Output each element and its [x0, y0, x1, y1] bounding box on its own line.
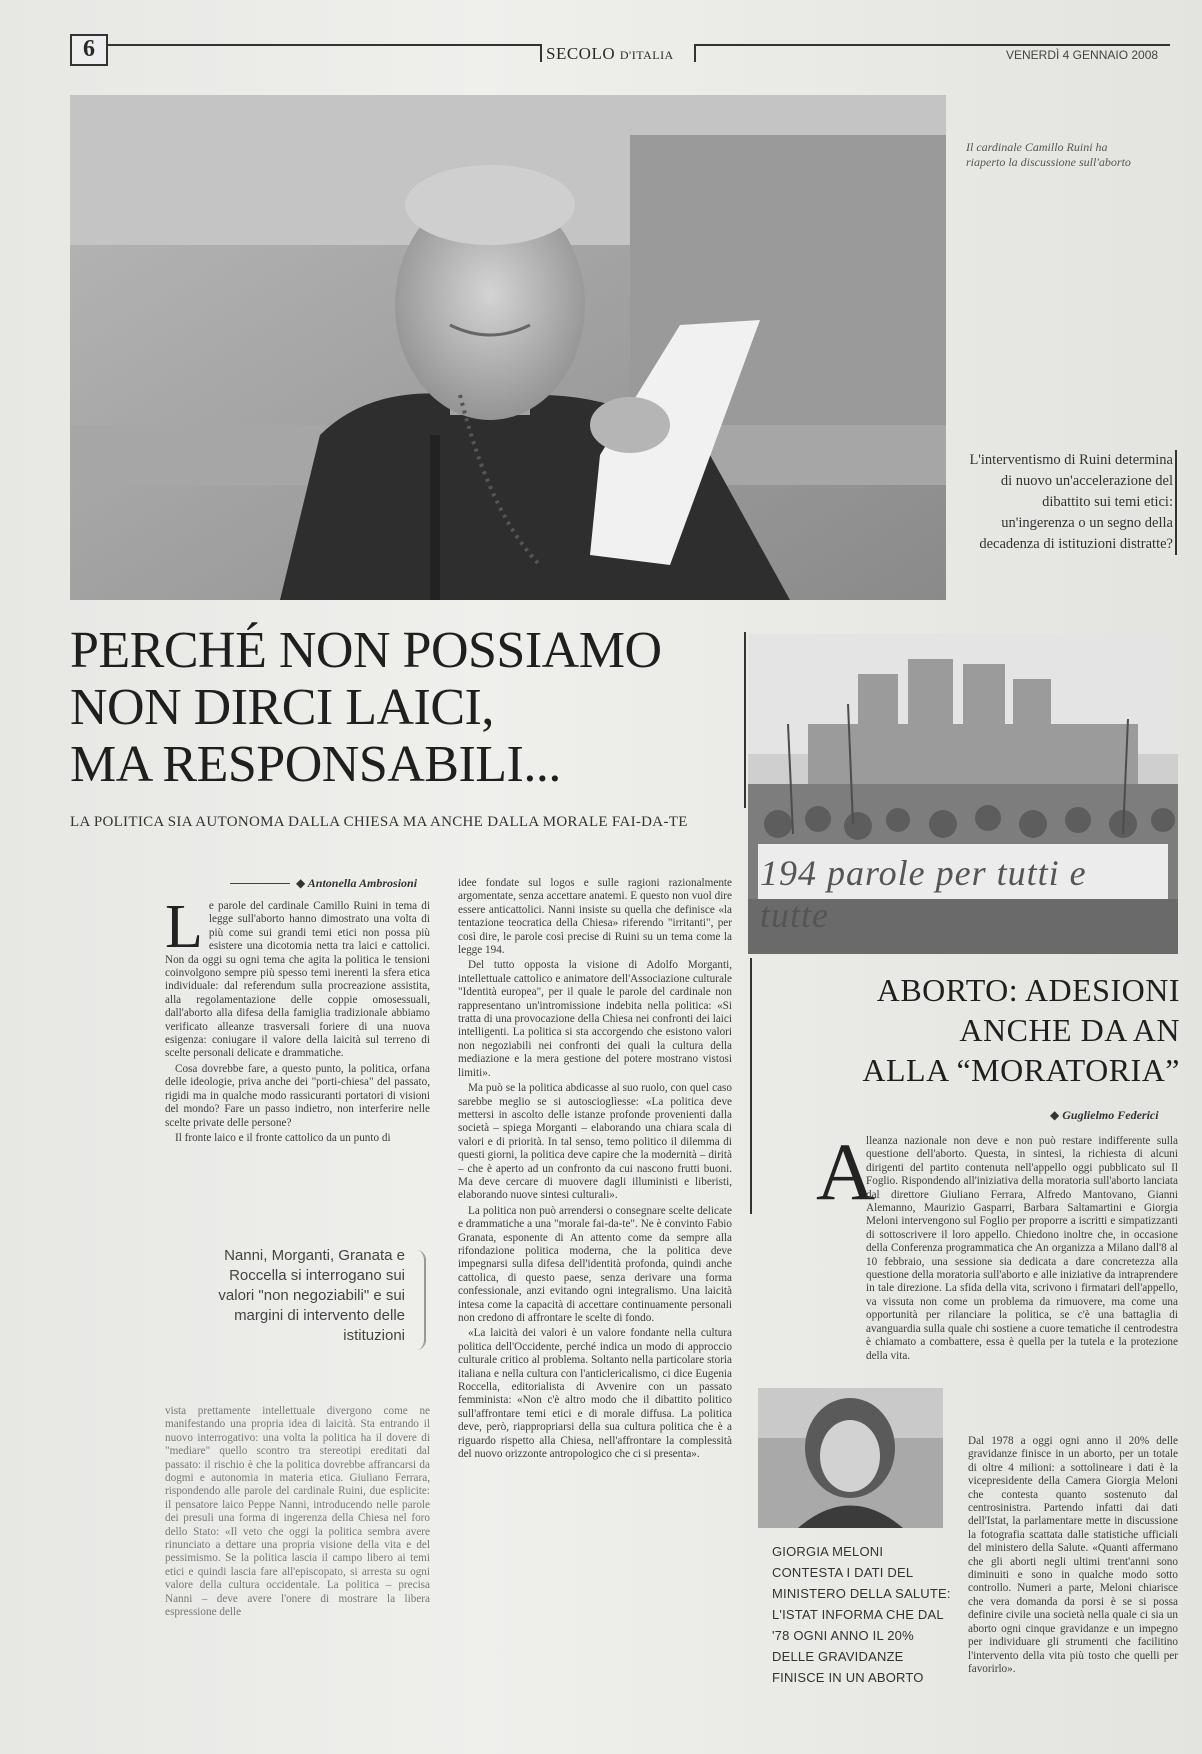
col1-paragraph: e parole del cardinale Camillo Ruini in tema di legge sull'aborto hanno dimostrato una volta di più come sui grandi temi etici non possa più esistere una dicotomia netta tra laici e cattolici. Non da oggi su ogni tema che agita la politica le tensioni coinvolgono sempre più spesso temi inerenti la sfera etica individuale: dal referendum sulla procreazione assistita, alla regolamentazione delle coppie omosessuali, dall'aborto alla difesa della famiglia tradizionale abbiamo verificato alleanze trasversali foriere di una nuova esigenza: coniugare il valore della laicità sul terreno di scelte personali delicate e drammatiche.: [165, 900, 430, 1060]
masthead-sub: D'ITALIA: [619, 48, 674, 62]
sidebar-dropcap: A: [816, 1135, 876, 1217]
sidebar-byline: ◆ Guglielmo Federici: [1050, 1108, 1159, 1122]
header-rule-right: [696, 44, 1170, 46]
col2-paragraph: «La laicità dei valori è un valore fondante nella cultura politica dell'Occidente, perché indica un modo di approccio culturale critico al problema. Soltanto nella particolare storia italiana e nella cultura con l'anticlericalismo, ci dice Eugenia Roccella, editorialista di Avvenire con un passato femminista: «Non c'è altro modo che il dibattito politico sull'affrontare temi etici e di morale diffusa. La politica deve, però, riappropriarsi della sua cultura politica che è a riguardo rispetto alla Chiesa, nell'affrontare la complessità del nuovo orizzonte antropologico che ci si presenta».: [458, 1327, 732, 1461]
sidebar-headline: [800, 970, 1180, 1090]
main-dropcap: L: [165, 900, 203, 961]
pullquote-right: [968, 450, 1173, 555]
inset-caption: GIORGIA MELONI CONTESTA I DATI DEL MINISTERO DELLA SALUTE: L'ISTAT INFORMA CHE DAL '78 OGNI ANNO IL 20% DELLE GRAVIDANZE FINISCE IN UN ABORTO: [772, 1544, 951, 1685]
sidebar-headline-line-2: ANCHE DA AN: [959, 1012, 1180, 1048]
sidebar-byline-name: Guglielmo Federici: [1062, 1108, 1159, 1122]
masthead-main: SECOLO: [546, 44, 616, 63]
col1-paragraph: Cosa dovrebbe fare, a questo punto, la politica, orfana delle ideologie, priva anche dei "porti-chiesa" del passato, rigidi ma in qualche modo rassicuranti portatori di visioni del mondo? Fare un passo indietro, non interferire nelle scelte private delle persone?: [165, 1062, 430, 1129]
article-column-2: [458, 877, 732, 1707]
sidebar-headline-line-3: ALLA “MORATORIA”: [862, 1052, 1180, 1088]
page-number: 6: [70, 34, 108, 66]
headline-line-1: PERCHÉ NON POSSIAMO: [70, 622, 662, 679]
main-headline: [70, 622, 730, 793]
col2-paragraph: idee fondate sul logos e sulle ragioni razionalmente argomentate, senza accettare anatemi. E questo non vuol dire essere anticattolici. Nanni insiste su quella che definisce «la tentazione teocratica della Chiesa» riferendo "irritanti", per così dire, le parole così precise di Ruini su un tema come la legge 194.: [458, 877, 732, 957]
sidebar-column-continued: [968, 1435, 1178, 1720]
sidebar-paragraph: Dal 1978 a oggi ogni anno il 20% delle gravidanze finisce in un aborto, per un totale di oltre 4 milioni: a sottolineare i dati è la vicepresidente della Camera Giorgia Meloni che contesta quanto sostenuto dal centrosinistra. Partendo infatti dai dati dell'Istat, la parlamentare mette in discussione la fotografia scattata dalle statistiche ufficiali del ministero della Salute. «Quanti affermano che gli aborti negli ultimi trent'anni sono diminuiti e sono in qualche modo sotto controllo. Numeri a parte, Meloni chiarisce che vera domanda da porsi è se si possa definire civile una società nella quale ci sia un aborto ogni cinque gravidanze e un impegno per individuare gli strumenti che facilitino l'intervento della vita più tosto che quelli per favorirlo».: [968, 1435, 1178, 1675]
col2-paragraph: La politica non può arrendersi o consegnare scelte delicate e drammatiche a una "morale fai-da-te". Ne è convinto Fabio Granata, esponente di An attento come da sempre alla rifondazione politica moderna, che la politica deve impegnarsi sulla difesa dell'identità profonda, quindi anche cattolica, di questo paese, senza derivare una forma confessionale, anzi evitando ogni integralismo. Una laicità intesa come la capacità di accettare continuamente personali non credono di affrontare le scelte di fondo.: [458, 1204, 732, 1324]
pullquote-right-text: L'interventismo di Ruini determina di nuovo un'accelerazione del dibattito sui temi etici: un'ingerenza o un segno della decadenza di istituzioni distratte?: [969, 452, 1173, 552]
headline-divider: [744, 632, 746, 808]
header-rule-left: [106, 44, 542, 46]
sidebar-paragraph: lleanza nazionale non deve e non può restare indifferente sulla questione dell'aborto. Questa, in sintesi, la richiesta di alcuni dirigenti del partito contenuta nell'appello oggi pubblicato sul Il Foglio. Rispondendo all'iniziativa della moratoria sull'aborto lanciata dal direttore Giuliano Ferrara, Alfredo Mantovano, Gianni Alemanno, Maurizio Gasparri, Barbara Saltamartini e Giorgia Meloni intervengono sul Foglio per proporre a iscritti e simpatizzanti di sottoscrivere il loro appello. Chiedono inoltre che, in occasione della Conferenza programmatica che An organizza a Milano dall'8 al 10 febbraio, una sessione sia dedicata a dare concretezza alla questione della moratoria sull'aborto e alle iniziative da intraprendere in tale direzione. La sfida della vita, scrivono i firmatari dell'appello, va vissuta non come un problema da rimuovere, ma come una opportunità per rilanciare la politica, se c'è una battaglia di avanguardia sulla quale chi sostiene a cuore tematiche il centrodestra è chiamato a combattere, essa è quella per la tutela e la protezione della vita.: [866, 1135, 1178, 1362]
demonstration-banner: 194 parole per tutti e tutte: [760, 853, 1087, 935]
col1b-paragraph: vista prettamente intellettuale divergono come ne manifestando una propria idea di laicità. Sta entrando il nuovo interrogativo: una volta la politica ha il dovere di "mediare" quello scontro tra stereotipi ereditati dal passato: il rischio è che la politica dovrebbe affrancarsi da dogmi e autonomia in materia etica. Giuliano Ferrara, rispondendo alle parole del cardinale Ruini, due esplicite: il pensatore laico Peppe Nanni, introducendo nelle parole dei presuli una forma di ingerenza della Chiesa nel foro dello Stato: «Il veto che oggi la politica sembra avere rinunciato a dettare una propria visione della vita e del pessimismo. Se la politica lascia il campo libero ai temi etici e quindi lascia fare all'episcopato, si arresta su ogni valore della cultura occidentale. La politica – precisa Nanni – deve avere l'onere di mostrare la libera espressione delle: [165, 1405, 430, 1619]
headline-line-3: MA RESPONSABILI...: [70, 736, 561, 793]
col1-paragraph: Il fronte laico e il fronte cattolico da un punto di: [175, 1131, 391, 1144]
main-byline-name: Antonella Ambrosioni: [307, 876, 418, 890]
article-column-1: [165, 900, 430, 1225]
meloni-photo: [758, 1388, 943, 1528]
headline-kicker: LA POLITICA SIA AUTONOMA DALLA CHIESA MA ANCHE DALLA MORALE FAI-DA-TE: [70, 814, 688, 830]
header-date: VENERDÌ 4 GENNAIO 2008: [1006, 48, 1159, 62]
cardinal-photo: [70, 95, 946, 600]
photo-caption: Il cardinale Camillo Ruini ha riaperto la discussione sull'aborto: [966, 140, 1131, 169]
pullquote-middle: Nanni, Morganti, Granata e Roccella si interrogano sui valori "non negoziabili" e sui margini di intervento delle istituzioni: [218, 1247, 405, 1344]
masthead: [546, 44, 674, 64]
sidebar-headline-line-1: ABORTO: ADESIONI: [876, 972, 1180, 1008]
col2-paragraph: Ma può se la politica abdicasse al suo ruolo, con quel caso sarebbe meglio se si autoscioglìesse: «La politica deve mettersi in ascolto delle istanze profonde provenienti dalla società – spiega Morganti – elaborando una chiara scala di valori e di priorità. In tal senso, temo politico il dilemma di questi giorni, la politica deve capire che la modernità – dirità – che è aperto ad un confronto da cui nascono frutti buoni. Ma deve cercare di muovere dagli illuministi e liberisti, elaborando nuove sintesi culturali».: [458, 1082, 732, 1202]
article-column-1b: [165, 1405, 430, 1705]
col2-paragraph: Del tutto opposta la visione di Adolfo Morganti, intellettuale cattolico e animatore dell'Associazione culturale "Identità europea", per il quale le parole del cardinale non rappresentano un'intromissione indebita nella politica: «Si tratta di una provocazione della Chiesa nei confronti dei laici intelligenti. La politica si sta accorgendo che esistono valori non negoziabili nei confronti dei quali la cultura della mediazione e la mera gestione del potere mostrano vistosi limiti».: [458, 959, 732, 1079]
sidebar-divider: [750, 958, 752, 1214]
headline-line-2: NON DIRCI LAICI,: [70, 679, 494, 736]
main-byline: ◆ Antonella Ambrosioni: [296, 876, 418, 890]
